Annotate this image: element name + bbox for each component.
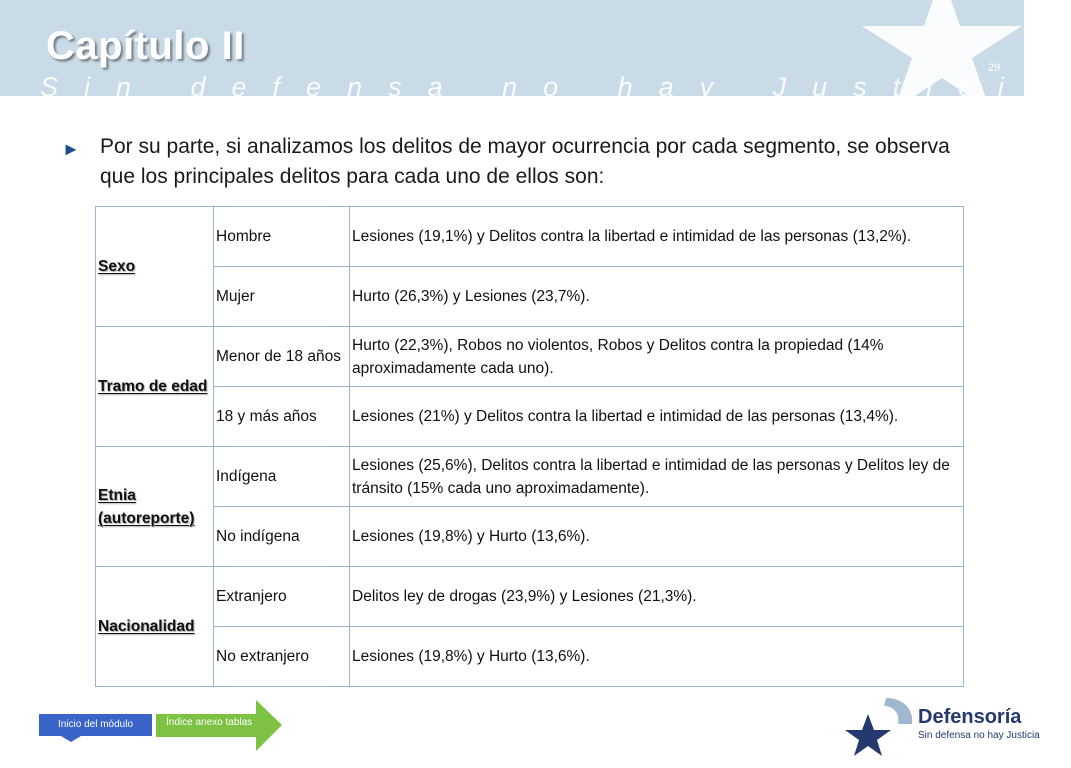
category-cell: Nacionalidad: [96, 567, 214, 687]
segment-cell: Menor de 18 años: [214, 327, 350, 387]
segment-cell: Extranjero: [214, 567, 350, 627]
intro-text: Por su parte, si analizamos los delitos de mayor ocurrencia por cada segmento, se observa que los principales delitos para cada uno de ellos son:: [100, 135, 950, 188]
segment-cell: 18 y más años: [214, 387, 350, 447]
table-row: [96, 387, 964, 447]
defensoria-logo: [846, 694, 1040, 756]
table-row: [96, 567, 964, 627]
table-row: [96, 207, 964, 267]
segment-cell: No indígena: [214, 507, 350, 567]
logo-tagline: Sin defensa no hay Justicia: [918, 730, 1040, 741]
segment-cell: Mujer: [214, 267, 350, 327]
index-tables-button[interactable]: [156, 700, 282, 751]
page-number: 29: [988, 62, 1001, 74]
segment-cell: Hombre: [214, 207, 350, 267]
page-title: Capítulo II: [46, 24, 245, 68]
slide-header: [0, 0, 1071, 102]
crimes-cell: Lesiones (19,8%) y Hurto (13,6%).: [350, 627, 964, 687]
table-row: [96, 267, 964, 327]
header-slogan: Sin defensa no hay Justicia: [40, 72, 1071, 102]
bullet-arrow-icon: ►: [62, 139, 80, 159]
category-cell: Etnia (autoreporte): [96, 447, 214, 567]
crimes-cell: Hurto (26,3%) y Lesiones (23,7%).: [350, 267, 964, 327]
segment-cell: No extranjero: [214, 627, 350, 687]
crimes-cell: Lesiones (21%) y Delitos contra la libertad e intimidad de las personas (13,4%).: [350, 387, 964, 447]
category-cell: Sexo: [96, 207, 214, 327]
table-row: [96, 327, 964, 387]
table-row: [96, 627, 964, 687]
table-row: [96, 507, 964, 567]
crimes-cell: Hurto (22,3%), Robos no violentos, Robos y Delitos contra la propiedad (14% aproximadamente cada uno).: [350, 327, 964, 387]
category-cell: Tramo de edad: [96, 327, 214, 447]
crimes-cell: Lesiones (25,6%), Delitos contra la libertad e intimidad de las personas y Delitos ley de tránsito (15% cada uno aproximadamente).: [350, 447, 964, 507]
logo-name: Defensoría: [918, 706, 1022, 728]
table-row: [96, 447, 964, 507]
crimes-cell: Lesiones (19,1%) y Delitos contra la libertad e intimidad de las personas (13,2%).: [350, 207, 964, 267]
crimes-cell: Delitos ley de drogas (23,9%) y Lesiones (21,3%).: [350, 567, 964, 627]
segment-cell: Indígena: [214, 447, 350, 507]
index-tables-label: Índice anexo tablas: [166, 717, 253, 728]
home-module-button[interactable]: Inicio del módulo: [39, 714, 152, 736]
crimes-by-segment-table: [95, 206, 964, 687]
defensoria-star-logo-icon: [846, 694, 916, 756]
crimes-cell: Lesiones (19,8%) y Hurto (13,6%).: [350, 507, 964, 567]
